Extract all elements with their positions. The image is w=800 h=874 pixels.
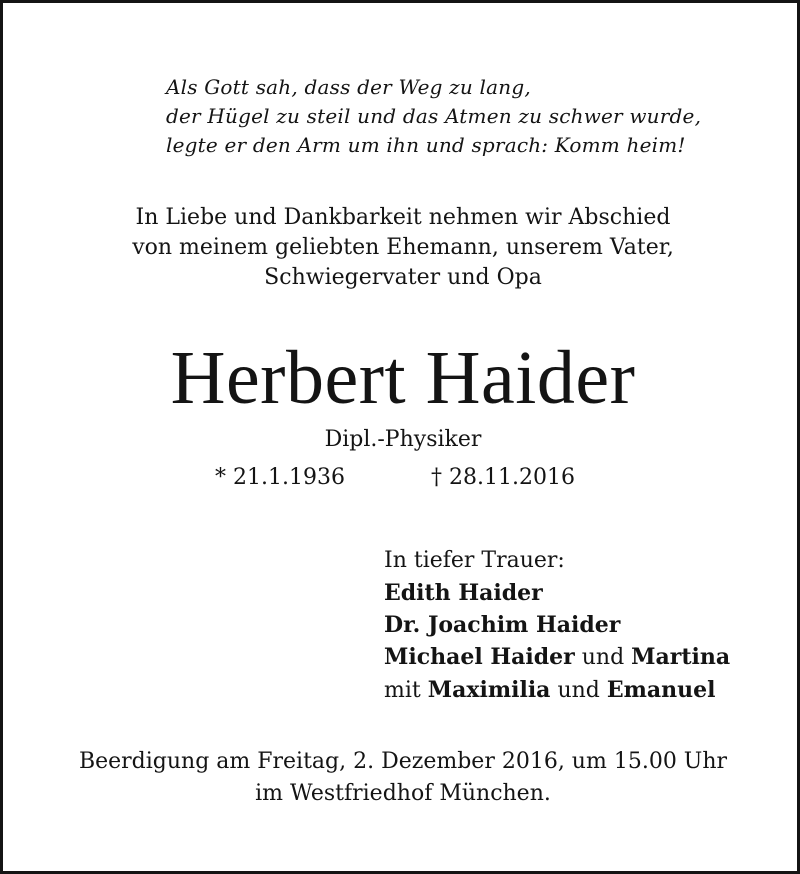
mourner-name: Maximilia: [427, 677, 551, 703]
mourner-prefix: mit: [384, 678, 421, 703]
birth-date: * 21.1.1936: [215, 465, 345, 490]
mourner-name: Emanuel: [606, 677, 716, 703]
mourner-name: Martina: [631, 644, 731, 670]
poem-quote: [166, 73, 766, 160]
poem-line: Als Gott sah, dass der Weg zu lang,: [166, 75, 531, 99]
mourner-joiner: und: [581, 645, 625, 670]
deceased-name: Herbert Haider: [170, 336, 636, 420]
farewell-line: von meinem geliebten Ehemann, unserem Vater,: [132, 235, 674, 260]
farewell-line: Schwiegervater und Opa: [264, 265, 542, 290]
farewell-text: [3, 203, 800, 293]
mourner-name: Michael Haider: [384, 644, 575, 670]
poem-line: legte er den Arm um ihn und sprach: Komm heim!: [166, 133, 686, 157]
mourner-line: [384, 641, 730, 674]
funeral-line: Beerdigung am Freitag, 2. Dezember 2016, um 15.00 Uhr: [78, 749, 728, 774]
death-date: † 28.11.2016: [431, 465, 575, 490]
mourner-name: Edith Haider: [384, 580, 543, 606]
poem-line: der Hügel zu steil und das Atmen zu schwer wurde,: [166, 104, 702, 128]
mourner-line: [384, 674, 730, 707]
funeral-info: [3, 746, 800, 810]
mourner-joiner: und: [557, 678, 600, 703]
mourners-list: [384, 545, 730, 707]
mourners-heading: In tiefer Trauer:: [384, 548, 565, 573]
funeral-line: im Westfriedhof München.: [255, 781, 551, 806]
farewell-line: In Liebe und Dankbarkeit nehmen wir Abschied: [135, 205, 671, 230]
deceased-title: Dipl.-Physiker: [324, 427, 482, 452]
mourner-name: Dr. Joachim Haider: [384, 612, 621, 638]
